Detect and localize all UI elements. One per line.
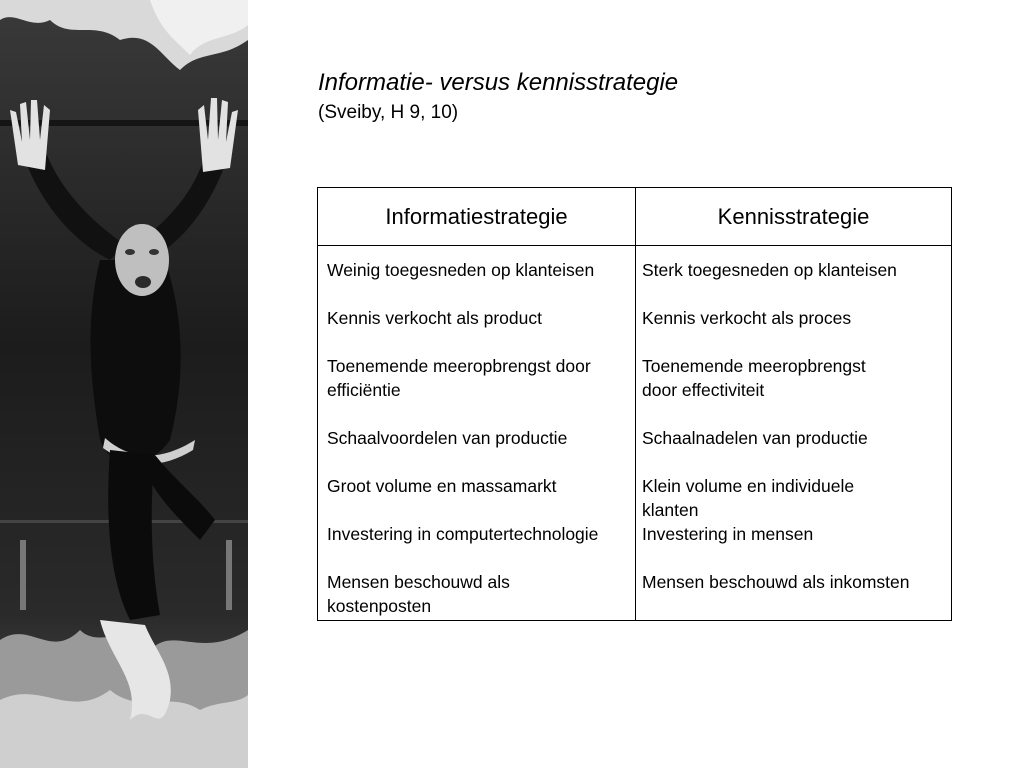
table-cell-informatiestrategie (327, 258, 635, 282)
table-cell-line: Weinig toegesneden op klanteisen (327, 260, 595, 280)
table-cell-kennisstrategie (642, 354, 948, 402)
table-cell-line: Mensen beschouwd als (327, 572, 510, 592)
table-cell-line: Kennis verkocht als product (327, 308, 542, 328)
column-divider (635, 188, 636, 620)
table-cell-line: Klein volume en individuele (642, 476, 855, 496)
table-cell-line: Mensen beschouwd als inkomsten (642, 572, 910, 592)
table-cell-line: Groot volume en massamarkt (327, 476, 557, 496)
table-cell-line: Investering in mensen (642, 524, 814, 544)
slide-title: Informatie- versus kennisstrategie (318, 69, 679, 96)
table-cell-line: Schaalnadelen van productie (642, 428, 868, 448)
table-cell-line: door effectiviteit (642, 380, 765, 400)
table-cell-kennisstrategie (642, 570, 948, 594)
table-cell-informatiestrategie (327, 522, 635, 546)
table-cell-kennisstrategie (642, 522, 948, 546)
table-cell-informatiestrategie (327, 354, 635, 402)
table-cell-line: Toenemende meeropbrengst (642, 356, 866, 376)
table-cell-line: Schaalvoordelen van productie (327, 428, 568, 448)
table-cell-line: Kennis verkocht als proces (642, 308, 852, 328)
table-cell-informatiestrategie (327, 570, 635, 618)
table-cell-line: klanten (642, 500, 699, 520)
table-cell-line: Sterk toegesneden op klanteisen (642, 260, 897, 280)
table-cell-informatiestrategie (327, 474, 635, 498)
table-header-kennisstrategie: Kennisstrategie (717, 204, 870, 229)
table-cell-kennisstrategie (642, 426, 948, 450)
table-cell-kennisstrategie (642, 306, 948, 330)
table-cell-informatiestrategie (327, 426, 635, 450)
jumping-man-photo (0, 0, 248, 768)
slide-subtitle: (Sveiby, H 9, 10) (318, 102, 459, 123)
table-cell-informatiestrategie (327, 306, 635, 330)
table-cell-line: kostenposten (327, 596, 432, 616)
table-cell-line: efficiëntie (327, 380, 401, 400)
table-header-informatiestrategie: Informatiestrategie (385, 204, 568, 229)
table-cell-kennisstrategie (642, 258, 948, 282)
table-cell-line: Investering in computertechnologie (327, 524, 599, 544)
comparison-table (317, 187, 952, 621)
table-cell-kennisstrategie (642, 474, 948, 522)
table-cell-line: Toenemende meeropbrengst door (327, 356, 591, 376)
